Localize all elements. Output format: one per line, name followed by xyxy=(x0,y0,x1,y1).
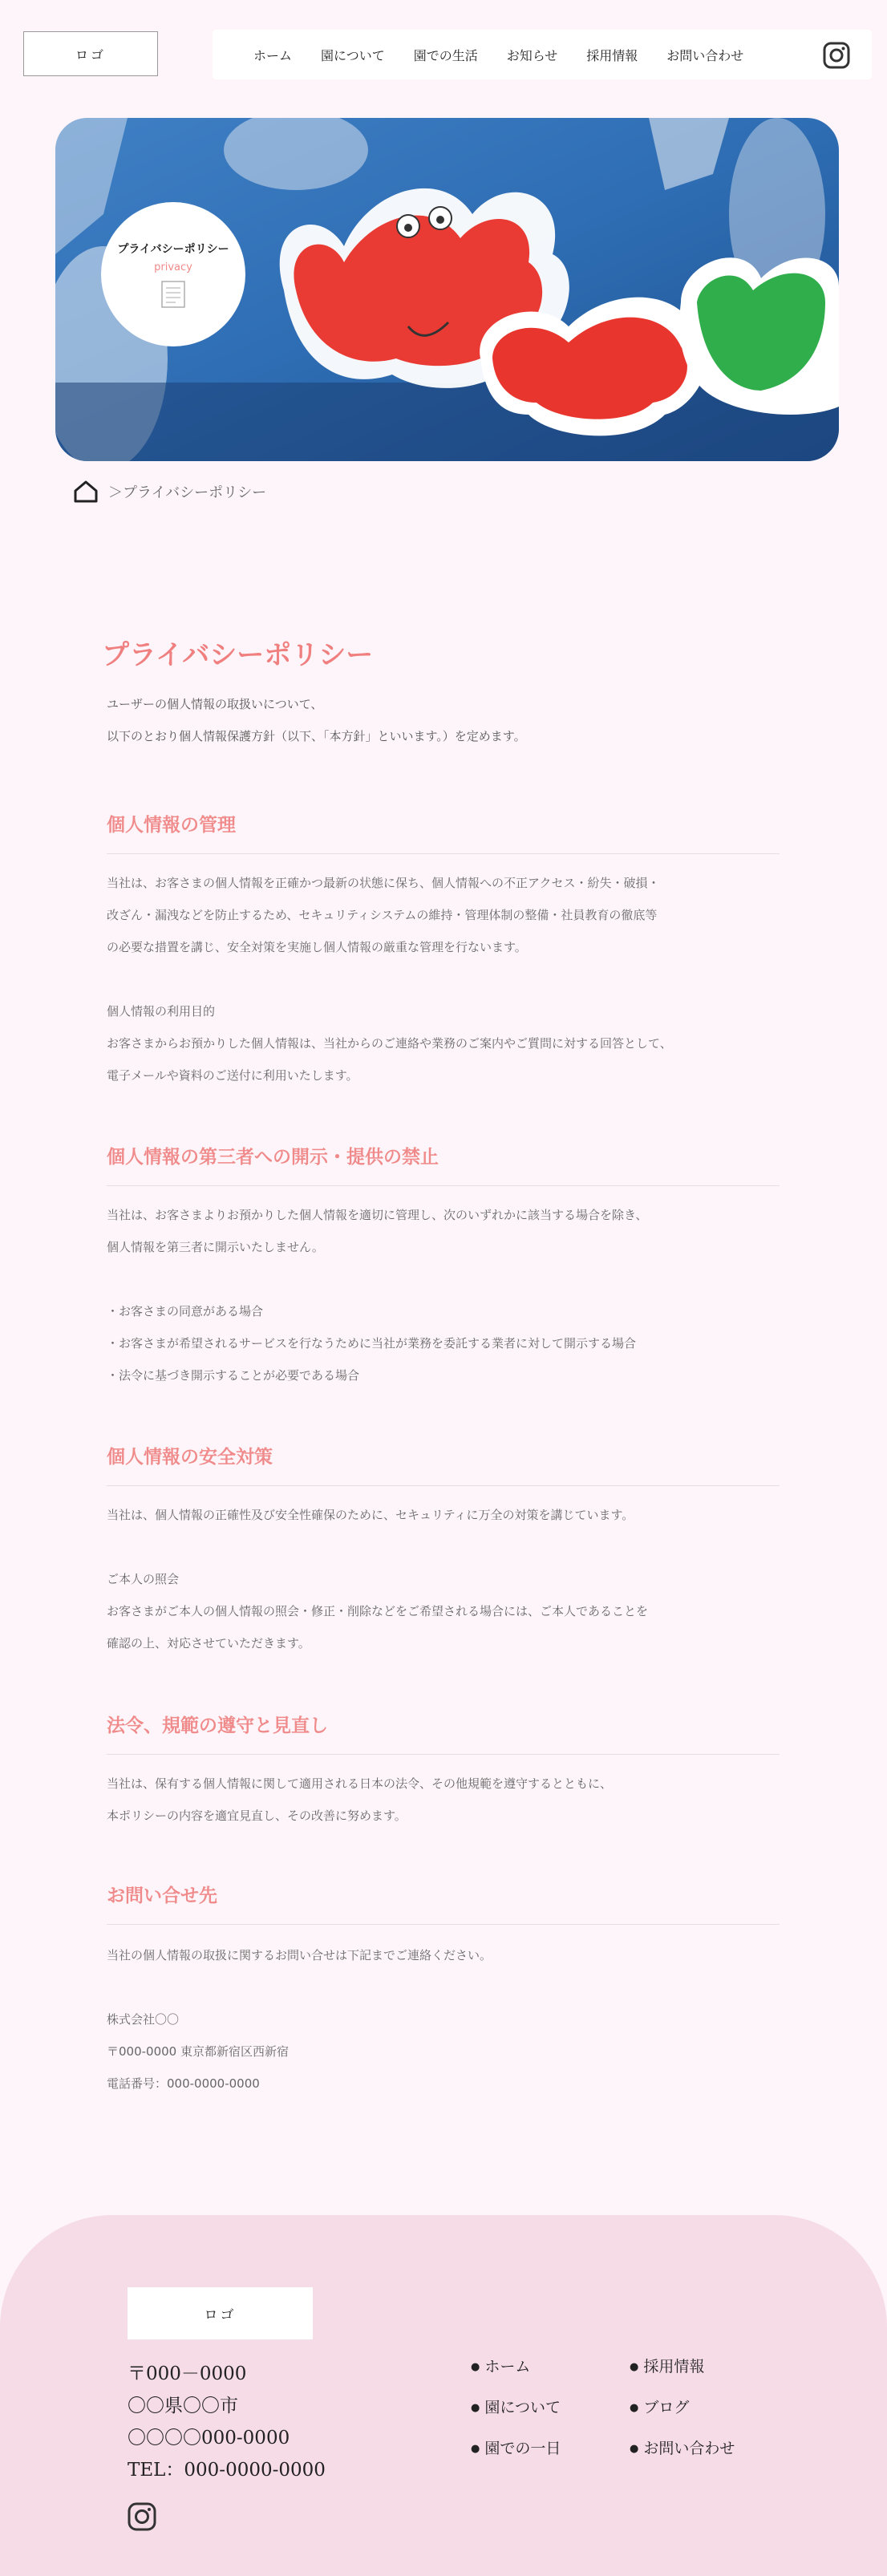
section-body-management: 当社は、お客さまの個人情報を正確かつ最新の状態に保ち、個人情報への不正アクセス・紛失・破損・ 改ざん・漏洩などを防止するため、セキュリティシステムの維持・管理体制の整備・社員教育の徹底等 の必要な措置を講じ、安全対策を実施し個人情報の厳重な管理を行ないます。 個人情報の利用目的 お客さまからお預かりした個人情報は、当社からのご連絡や業務のご案内やご質問に対する回答として、 電子メールや資料のご送付に利用いたします。 xyxy=(107,876,672,1083)
main-nav xyxy=(213,30,872,79)
footer-address: 〒000－0000 〇〇県〇〇市 〇〇〇〇000-0000 TEL：000-0000-0000 xyxy=(128,2363,326,2481)
section-body-compliance: 当社は、保有する個人情報に関して適用される日本の法令、その他規範を遵守するとともに、 本ポリシーの内容を適宜見直し、その改善に努めます。 xyxy=(107,1776,613,1823)
nav-contact[interactable]: お問い合わせ xyxy=(666,47,744,63)
nav-recruit[interactable]: 採用情報 xyxy=(586,47,638,63)
footer-link-about[interactable]: ● 園について xyxy=(471,2388,561,2429)
nav-news[interactable]: お知らせ xyxy=(506,47,558,63)
section-body-security: 当社は、個人情報の正確性及び安全性確保のために、セキュリティに万全の対策を講じています。 ご本人の照会 お客さまがご本人の個人情報の照会・修正・削除などをご希望される場合には、ご本人であることを 確認の上、対応させていただきます。 xyxy=(107,1508,649,1651)
nav-about[interactable]: 園について xyxy=(321,47,385,63)
nav-home[interactable]: ホーム xyxy=(253,47,293,63)
site-logo[interactable]: ロゴ xyxy=(23,31,158,76)
footer-links-col2 xyxy=(630,2347,735,2470)
breadcrumb-current: ＞プライバシーポリシー xyxy=(108,484,267,501)
section-heading-compliance: 法令、規範の遵守と見直し xyxy=(107,1715,328,1736)
instagram-icon[interactable] xyxy=(128,2502,156,2531)
section-divider xyxy=(107,853,780,854)
section-body-contact: 当社の個人情報の取扱に関するお問い合せは下記までご連絡ください。 株式会社〇〇 〒000-0000 東京都新宿区西新宿 電話番号：000-0000-0000 xyxy=(107,1948,492,2091)
home-icon[interactable] xyxy=(73,480,99,504)
section-divider xyxy=(107,1185,780,1186)
section-heading-disclosure: 個人情報の第三者への開示・提供の禁止 xyxy=(107,1147,439,1168)
section-divider xyxy=(107,1754,780,1755)
nav-life[interactable]: 園での生活 xyxy=(413,47,478,63)
footer-link-recruit[interactable]: ● 採用情報 xyxy=(630,2347,735,2388)
footer-link-home[interactable]: ● ホーム xyxy=(471,2347,561,2388)
section-heading-management: 個人情報の管理 xyxy=(107,815,236,836)
footer-link-day[interactable]: ● 園での一日 xyxy=(471,2429,561,2470)
section-divider xyxy=(107,1485,780,1486)
section-heading-security: 個人情報の安全対策 xyxy=(107,1447,273,1468)
footer-links-col1 xyxy=(471,2347,561,2470)
footer-logo[interactable]: ロゴ xyxy=(128,2287,313,2339)
section-divider xyxy=(107,1924,780,1925)
page-title: プライバシーポリシー xyxy=(102,639,374,671)
page-badge xyxy=(101,202,245,346)
footer-link-blog[interactable]: ● ブログ xyxy=(630,2388,735,2429)
badge-subtitle: privacy xyxy=(154,261,192,273)
section-heading-contact: お問い合せ先 xyxy=(107,1885,217,1906)
footer-link-contact[interactable]: ● お問い合わせ xyxy=(630,2429,735,2470)
section-body-disclosure: 当社は、お客さまよりお預かりした個人情報を適切に管理し、次のいずれかに該当する場合を除き、 個人情報を第三者に開示いたしません。 ・お客さまの同意がある場合 ・お客さまが希望されるサービスを行なうために当社が業務を委託する業者に対して開示する場合 ・法令に基づき開示することが必要である場合 xyxy=(107,1208,648,1383)
instagram-icon[interactable] xyxy=(823,42,850,69)
intro-text: ユーザーの個人情報の取扱いについて、 以下のとおり個人情報保護方針（以下、「本方針」といいます。）を定めます。 xyxy=(107,697,526,743)
badge-title: プライバシーポリシー xyxy=(117,242,229,256)
document-icon xyxy=(160,280,186,309)
breadcrumb xyxy=(73,480,266,504)
